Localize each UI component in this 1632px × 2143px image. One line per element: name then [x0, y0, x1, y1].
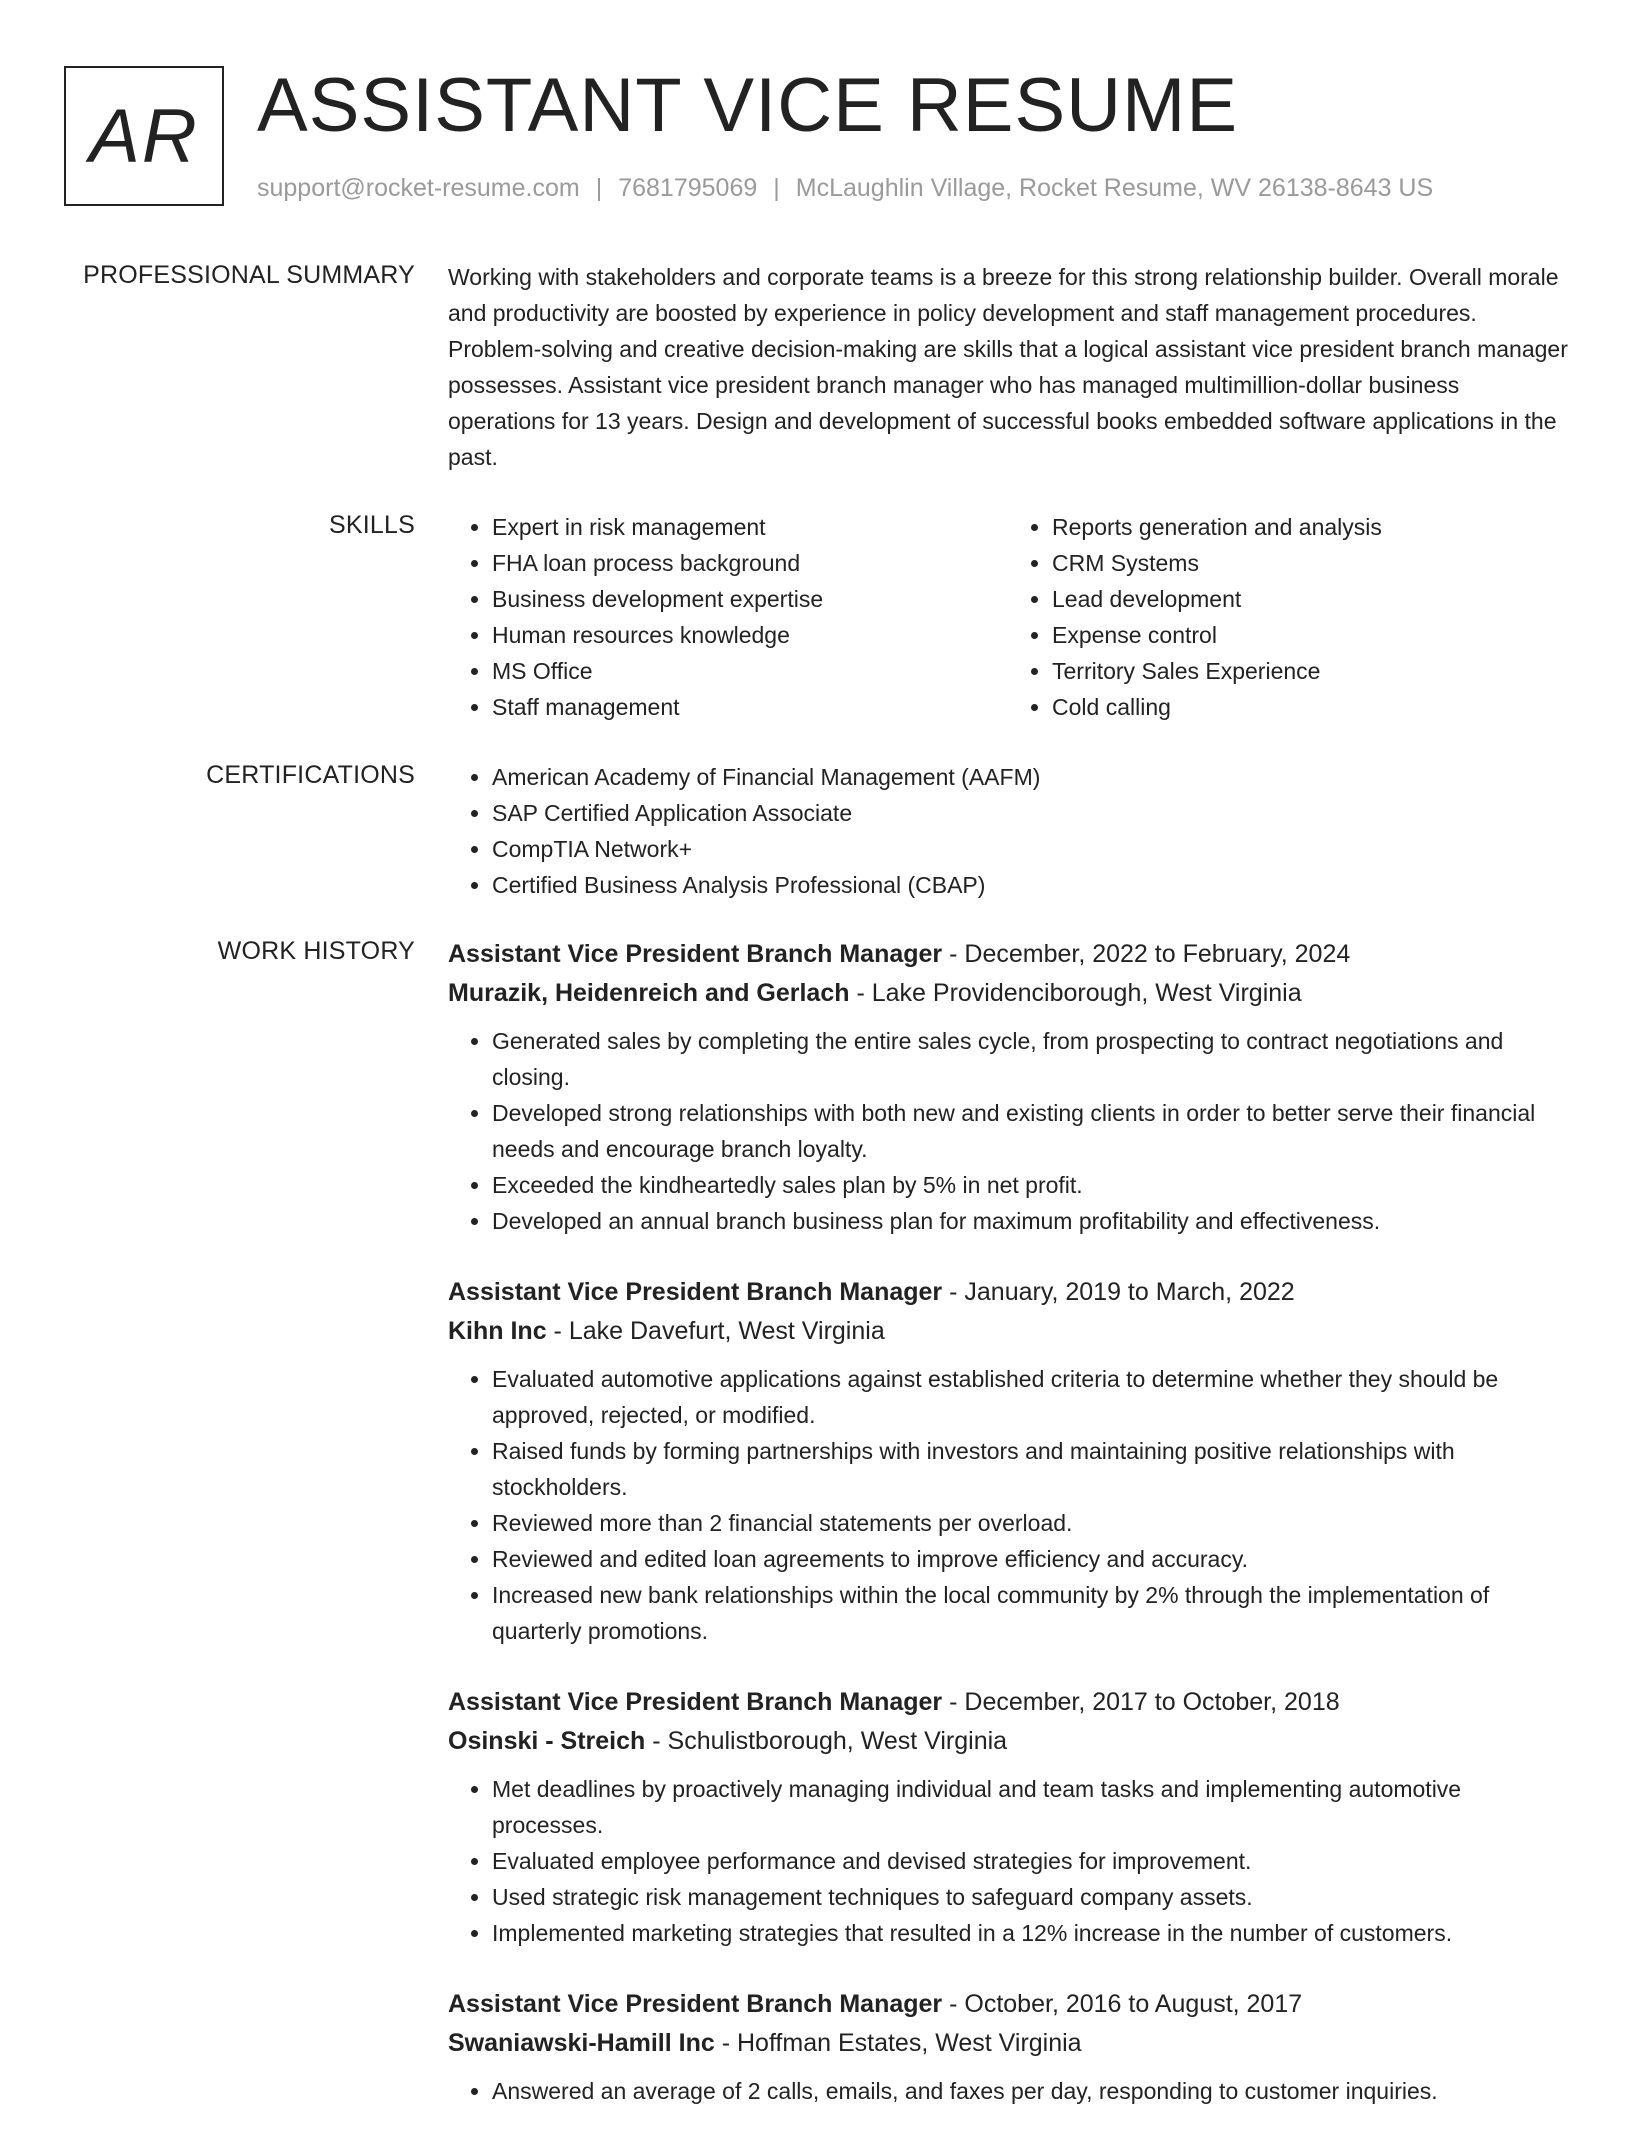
- certifications-body: [448, 759, 1568, 903]
- job-bullet: • Met deadlines by proactively managing individual and team tasks and implementing automotive processes.: [492, 1771, 1568, 1843]
- job-bullet: • Evaluated employee performance and devised strategies for improvement.: [492, 1843, 1568, 1879]
- job-bullet: • Generated sales by completing the entire sales cycle, from prospecting to contract negotiations and closing.: [492, 1023, 1568, 1095]
- job-bullet: • Raised funds by forming partnerships with investors and maintaining positive relationships with stockholders.: [492, 1433, 1568, 1505]
- section-label-skills: SKILLS: [329, 511, 415, 539]
- section-label-work-history: WORK HISTORY: [217, 937, 415, 965]
- skill-item: • Expert in risk management: [492, 509, 1008, 545]
- job-company-line: [448, 974, 1568, 1013]
- skill-item: • Human resources knowledge: [492, 617, 1008, 653]
- job-title-line: [448, 1985, 1568, 2024]
- job-title-line: [448, 1683, 1568, 1722]
- job-dates: - December, 2017 to October, 2018: [942, 1688, 1340, 1716]
- job-bullet: • Used strategic risk management techniques to safeguard company assets.: [492, 1879, 1568, 1915]
- skill-item: • FHA loan process background: [492, 545, 1008, 581]
- job-title: Assistant Vice President Branch Manager: [448, 1688, 943, 1716]
- contact-phone: 7681795069: [618, 174, 758, 202]
- skill-item: • Staff management: [492, 689, 1008, 725]
- job-company: Swaniawski-Hamill Inc: [448, 2029, 715, 2057]
- monogram-badge: AR: [64, 66, 224, 206]
- contact-separator: |: [773, 174, 780, 202]
- job-company: Kihn Inc: [448, 1317, 547, 1345]
- job-location: - Hoffman Estates, West Virginia: [714, 2029, 1082, 2057]
- resume-header: [64, 64, 1584, 214]
- skill-item: • MS Office: [492, 653, 1008, 689]
- job-bullets: [448, 1023, 1568, 1239]
- skill-item: • Territory Sales Experience: [1052, 653, 1568, 689]
- work-history-body: [448, 935, 1568, 2143]
- job-title: Assistant Vice President Branch Manager: [448, 1278, 943, 1306]
- job-entry: [448, 935, 1568, 1239]
- job-company: Murazik, Heidenreich and Gerlach: [448, 979, 850, 1007]
- resume-title: ASSISTANT VICE RESUME: [257, 63, 1239, 148]
- job-dates: - December, 2022 to February, 2024: [942, 940, 1351, 968]
- summary-body: [448, 259, 1568, 475]
- contact-email: support@rocket-resume.com: [257, 174, 580, 202]
- skill-item: • Reports generation and analysis: [1052, 509, 1568, 545]
- job-bullet: • Implemented marketing strategies that resulted in a 12% increase in the number of customers.: [492, 1915, 1568, 1951]
- skill-item: • CRM Systems: [1052, 545, 1568, 581]
- skill-item: • Cold calling: [1052, 689, 1568, 725]
- contact-address: McLaughlin Village, Rocket Resume, WV 26138-8643 US: [795, 174, 1434, 202]
- section-label-summary: PROFESSIONAL SUMMARY: [83, 261, 415, 289]
- skill-item: • Expense control: [1052, 617, 1568, 653]
- job-bullet: • Evaluated automotive applications against established criteria to determine whether they should be approved, rejected, or modified.: [492, 1361, 1568, 1433]
- job-bullets: [448, 1771, 1568, 1951]
- job-location: - Lake Davefurt, West Virginia: [546, 1317, 885, 1345]
- skill-item: • Lead development: [1052, 581, 1568, 617]
- job-bullet: • Developed an annual branch business plan for maximum profitability and effectiveness.: [492, 1203, 1568, 1239]
- section-label-certifications: CERTIFICATIONS: [206, 761, 415, 789]
- job-dates: - January, 2019 to March, 2022: [942, 1278, 1295, 1306]
- skills-list-right: [1008, 509, 1568, 725]
- job-company: Osinski - Streich: [448, 1727, 646, 1755]
- job-title-line: [448, 1273, 1568, 1312]
- skills-list-left: [448, 509, 1008, 725]
- job-bullets: [448, 1361, 1568, 1649]
- certification-item: • Certified Business Analysis Professional (CBAP): [492, 867, 1568, 903]
- job-entry: [448, 1273, 1568, 1649]
- job-bullet: • Developed strong relationships with both new and existing clients in order to better serve their financial needs and encourage branch loyalty.: [492, 1095, 1568, 1167]
- certifications-list: [448, 759, 1568, 903]
- job-bullet: • Reviewed more than 2 financial statements per overload.: [492, 1505, 1568, 1541]
- job-company-line: [448, 1312, 1568, 1351]
- skill-item: • Business development expertise: [492, 581, 1008, 617]
- job-company-line: [448, 1722, 1568, 1761]
- job-title: Assistant Vice President Branch Manager: [448, 940, 943, 968]
- job-title-line: [448, 935, 1568, 974]
- job-bullet: • Exceeded the kindheartedly sales plan by 5% in net profit.: [492, 1167, 1568, 1203]
- job-bullets: [448, 2073, 1568, 2109]
- certification-item: • SAP Certified Application Associate: [492, 795, 1568, 831]
- contact-separator: |: [595, 174, 603, 202]
- job-title: Assistant Vice President Branch Manager: [448, 1990, 943, 2018]
- skills-body: [448, 509, 1568, 725]
- job-location: - Schulistborough, West Virginia: [645, 1727, 1008, 1755]
- job-dates: - October, 2016 to August, 2017: [942, 1990, 1303, 2018]
- job-bullet: • Increased new bank relationships within the local community by 2% through the implementation of quarterly promotions.: [492, 1577, 1568, 1649]
- job-bullet: • Answered an average of 2 calls, emails, and faxes per day, responding to customer inquiries.: [492, 2073, 1568, 2109]
- certification-item: • CompTIA Network+: [492, 831, 1568, 867]
- job-company-line: [448, 2024, 1568, 2063]
- job-entry: [448, 1985, 1568, 2109]
- summary-text: Working with stakeholders and corporate teams is a breeze for this strong relationship builder. Overall morale and productivity are boosted by experience in policy development and staff management procedures. Problem-solving and creative decision-making are skills that a logical assistant vice president branch manager possesses. Assistant vice president branch manager who has managed multimillion-dollar business operations for 13 years. Design and development of successful books embedded software applications in the past.: [448, 264, 1568, 470]
- contact-line: [257, 174, 1433, 203]
- job-location: - Lake Providenciborough, West Virginia: [849, 979, 1302, 1007]
- job-entry: [448, 1683, 1568, 1951]
- certification-item: • American Academy of Financial Management (AAFM): [492, 759, 1568, 795]
- job-bullet: • Reviewed and edited loan agreements to improve efficiency and accuracy.: [492, 1541, 1568, 1577]
